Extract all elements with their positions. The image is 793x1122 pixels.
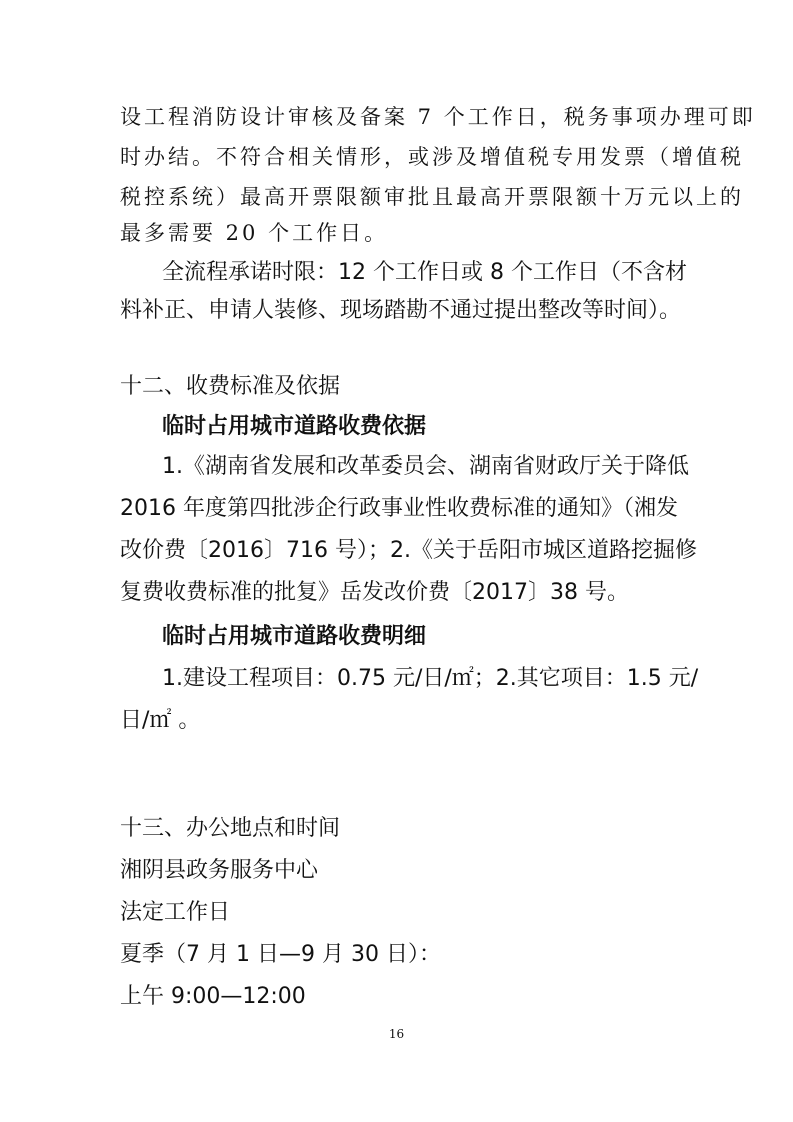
- fee-basis-line-4: 复费收费标准的批复》岳发改价费〔2017〕38 号。: [120, 580, 629, 605]
- paragraph-2-line-1: 全流程承诺时限：12 个工作日或 8 个工作日（不含材: [162, 260, 687, 285]
- paragraph-1-line-3: 税控系统）最高开票限额审批且最高开票限额十万元以上的: [120, 185, 744, 209]
- paragraph-1-line-2: 时办结。不符合相关情形，或涉及增值税专用发票（增值税: [120, 145, 744, 169]
- fee-detail-line-1: 1.建设工程项目：0.75 元/日/㎡；2.其它项目：1.5 元/: [162, 666, 699, 691]
- workday-label: 法定工作日: [120, 900, 231, 925]
- fee-basis-line-2: 2016 年度第四批涉企行政事业性收费标准的通知》（湘发: [120, 496, 678, 521]
- fee-basis-line-3: 改价费〔2016〕716 号）；2.《关于岳阳市城区道路挖掘修: [120, 538, 697, 563]
- paragraph-2-line-2: 料补正、申请人装修、现场踏勘不通过提出整改等时间）。: [120, 298, 682, 323]
- section-13-heading: 十三、办公地点和时间: [120, 816, 341, 841]
- page-number: 16: [388, 1027, 405, 1041]
- fee-basis-line-1: 1.《湖南省发展和改革委员会、湖南省财政厅关于降低: [162, 454, 689, 479]
- paragraph-1-line-1: 设工程消防设计审核及备案 7 个工作日，税务事项办理可即: [120, 105, 756, 129]
- morning-hours: 上午 9:00—12:00: [120, 984, 306, 1009]
- fee-detail-line-2: 日/㎡ 。: [120, 708, 201, 733]
- fee-basis-title: 临时占用城市道路收费依据: [162, 414, 427, 439]
- fee-detail-title: 临时占用城市道路收费明细: [162, 624, 427, 649]
- office-location: 湘阴县政务服务中心: [120, 858, 319, 883]
- section-12-heading: 十二、收费标准及依据: [120, 374, 341, 399]
- paragraph-1-line-4: 最多需要 20 个工作日。: [120, 221, 389, 245]
- summer-period: 夏季（7 月 1 日—9 月 30 日）：: [120, 942, 441, 967]
